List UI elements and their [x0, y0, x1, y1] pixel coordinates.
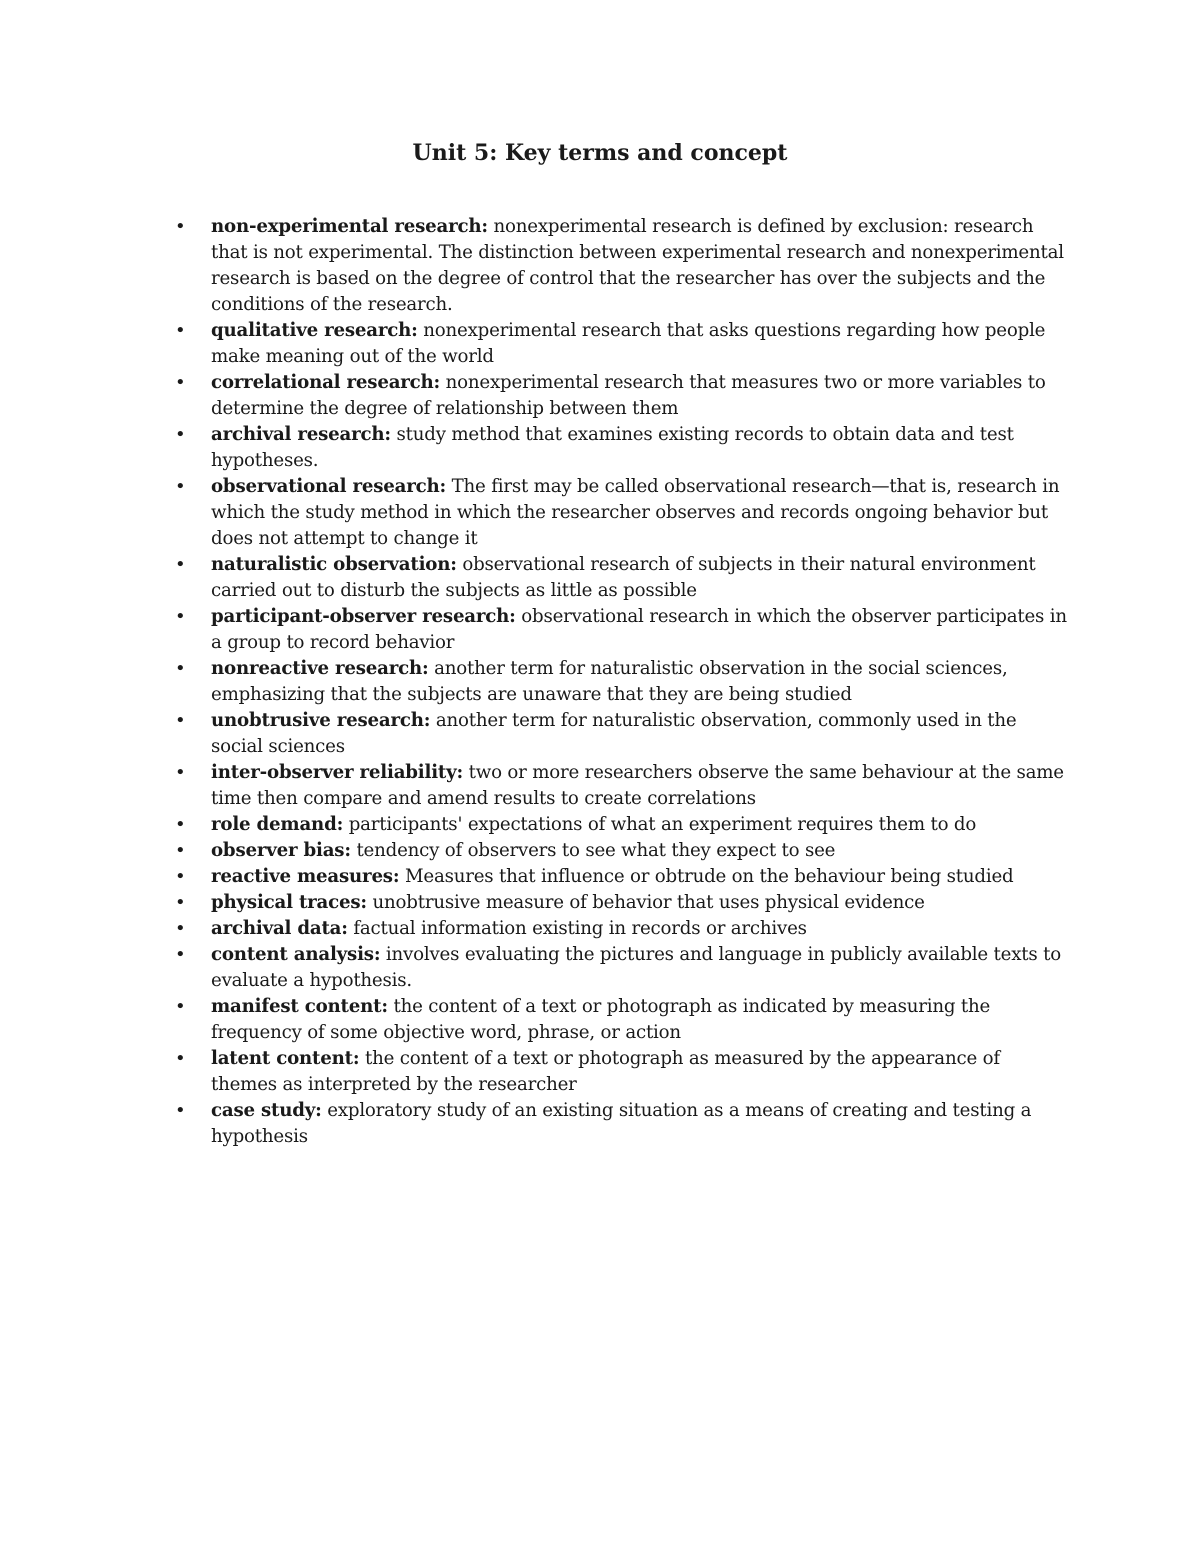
list-item — [175, 812, 1071, 838]
term-definition: study method that examines existing records to obtain data and test hypotheses. — [211, 424, 1014, 471]
term-definition: two or more researchers observe the same behaviour at the same time then compare and amend results to create correlations — [211, 762, 1064, 809]
list-item — [175, 838, 1071, 864]
list-item — [175, 994, 1071, 1046]
bullet-icon: • — [175, 216, 186, 237]
list-item — [175, 916, 1071, 942]
list-item — [175, 604, 1071, 656]
list-item — [175, 474, 1071, 552]
list-item — [175, 942, 1071, 994]
list-item — [175, 890, 1071, 916]
term-definition: unobtrusive measure of behavior that uses physical evidence — [366, 892, 925, 913]
term-definition: The first may be called observational research—that is, research in which the study method in which the researcher observes and records ongoing behavior but does not attempt to change it — [211, 476, 1060, 549]
list-item — [175, 1046, 1071, 1098]
term-name: physical traces: — [211, 892, 367, 913]
term-definition: factual information existing in records or archives — [347, 918, 807, 939]
bullet-icon: • — [175, 1048, 186, 1069]
bullet-icon: • — [175, 320, 186, 341]
term-name: manifest content: — [211, 996, 388, 1017]
term-definition: another term for naturalistic observation, commonly used in the social sciences — [211, 710, 1017, 757]
bullet-icon: • — [175, 606, 186, 627]
term-name: non-experimental research: — [211, 216, 488, 237]
term-definition: nonexperimental research is defined by exclusion: research that is not experimental. The distinction between experimental research and nonexperimental research is based on the degree of control that the researcher has over the subjects and the conditions of the research. — [211, 216, 1064, 315]
bullet-icon: • — [175, 372, 186, 393]
term-name: participant-observer research: — [211, 606, 516, 627]
bullet-icon: • — [175, 658, 186, 679]
term-name: inter-observer reliability: — [211, 762, 464, 783]
term-name: observer bias: — [211, 840, 351, 861]
term-definition: the content of a text or photograph as measured by the appearance of themes as interpreted by the researcher — [211, 1048, 1000, 1095]
page-title: Unit 5: Key terms and concept — [412, 140, 788, 166]
term-name: observational research: — [211, 476, 447, 497]
bullet-icon: • — [175, 918, 186, 939]
term-name: case study: — [211, 1100, 322, 1121]
key-terms-list — [175, 214, 1071, 1150]
term-name: qualitative research: — [211, 320, 418, 341]
list-item — [175, 656, 1071, 708]
list-item — [175, 370, 1071, 422]
term-name: archival data: — [211, 918, 348, 939]
term-definition: the content of a text or photograph as indicated by measuring the frequency of some objective word, phrase, or action — [211, 996, 991, 1043]
bullet-icon: • — [175, 554, 186, 575]
term-name: nonreactive research: — [211, 658, 429, 679]
bullet-icon: • — [175, 814, 186, 835]
term-name: correlational research: — [211, 372, 441, 393]
term-name: naturalistic observation: — [211, 554, 457, 575]
list-item — [175, 1098, 1071, 1150]
bullet-icon: • — [175, 866, 186, 887]
term-definition: nonexperimental research that measures two or more variables to determine the degree of relationship between them — [211, 372, 1046, 419]
term-definition: Measures that influence or obtrude on the behaviour being studied — [399, 866, 1014, 887]
term-definition: participants' expectations of what an experiment requires them to do — [343, 814, 977, 835]
term-definition: tendency of observers to see what they expect to see — [350, 840, 836, 861]
term-name: unobtrusive research: — [211, 710, 431, 731]
list-item — [175, 760, 1071, 812]
bullet-icon: • — [175, 840, 186, 861]
term-definition: observational research in which the observer participates in a group to record behavior — [211, 606, 1067, 653]
term-definition: observational research of subjects in their natural environment carried out to disturb the subjects as little as possible — [211, 554, 1036, 601]
term-name: reactive measures: — [211, 866, 400, 887]
list-item — [175, 552, 1071, 604]
term-name: role demand: — [211, 814, 344, 835]
list-item — [175, 864, 1071, 890]
term-definition: nonexperimental research that asks questions regarding how people make meaning out of the world — [211, 320, 1046, 367]
term-definition: exploratory study of an existing situation as a means of creating and testing a hypothesis — [211, 1100, 1032, 1147]
bullet-icon: • — [175, 762, 186, 783]
bullet-icon: • — [175, 1100, 186, 1121]
term-definition: another term for naturalistic observation in the social sciences, emphasizing that the subjects are unaware that they are being studied — [211, 658, 1008, 705]
term-name: archival research: — [211, 424, 391, 445]
list-item — [175, 214, 1071, 318]
term-name: content analysis: — [211, 944, 381, 965]
list-item — [175, 422, 1071, 474]
bullet-icon: • — [175, 424, 186, 445]
bullet-icon: • — [175, 944, 186, 965]
term-name: latent content: — [211, 1048, 360, 1069]
bullet-icon: • — [175, 892, 186, 913]
list-item — [175, 318, 1071, 370]
list-item — [175, 708, 1071, 760]
bullet-icon: • — [175, 476, 186, 497]
bullet-icon: • — [175, 710, 186, 731]
bullet-icon: • — [175, 996, 186, 1017]
term-definition: involves evaluating the pictures and language in publicly available texts to evaluate a hypothesis. — [211, 944, 1061, 991]
